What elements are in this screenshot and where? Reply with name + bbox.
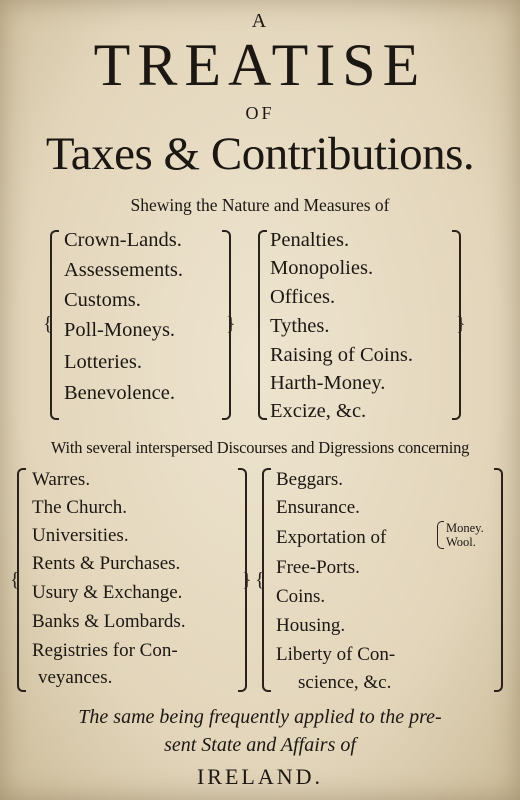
list-item: veyances.	[38, 667, 113, 688]
list-item: Tythes.	[270, 315, 330, 337]
list-item: Poll-Moneys.	[64, 319, 176, 341]
list-item: Banks & Lombards.	[32, 611, 186, 632]
list-item: Crown-Lands.	[64, 229, 182, 251]
brace-point: }	[226, 313, 236, 335]
brace-point: {	[10, 569, 20, 591]
list-item: Exportation of	[276, 527, 387, 548]
list-item: Liberty of Con-	[276, 644, 396, 665]
exportation-item: Money.	[446, 521, 484, 535]
right-brace	[494, 468, 503, 692]
footer-place: IRELAND.	[196, 764, 324, 789]
exportation-items	[446, 521, 484, 549]
list-item: Excize, &c.	[270, 400, 367, 422]
list-item: Assessements.	[64, 259, 184, 281]
list-item: Housing.	[276, 615, 346, 636]
brace-point: {	[43, 313, 53, 335]
list-item: Usury & Exchange.	[32, 582, 183, 603]
list-item: Offices.	[270, 286, 336, 308]
list-item: Customs.	[64, 289, 141, 311]
subtitle: Shewing the Nature and Measures of	[130, 195, 390, 215]
list-item: Benevolence.	[64, 382, 175, 404]
discourses-heading: With several interspersed Discourses and Digressions concerning	[50, 438, 470, 457]
title-of: OF	[245, 103, 275, 123]
list-item: Warres.	[32, 469, 91, 490]
list-item: Rents & Purchases.	[32, 553, 181, 574]
small-brace	[437, 521, 444, 549]
footer-line-2: sent State and Affairs of	[164, 734, 356, 756]
list-item: Registries for Con-	[32, 640, 178, 661]
list-item: Free-Ports.	[276, 557, 360, 578]
brace-point: {	[255, 569, 265, 591]
list-item: Beggars.	[276, 469, 344, 490]
list-item: Coins.	[276, 586, 326, 607]
list-item: Universities.	[32, 525, 129, 546]
title-main: TREATISE	[93, 32, 427, 98]
exportation-item: Wool.	[446, 535, 476, 549]
left-brace	[258, 230, 267, 420]
title-article: A	[251, 10, 269, 32]
list-item: science, &c.	[298, 672, 392, 693]
list-item: Monopolies.	[270, 257, 374, 279]
list-item: Ensurance.	[276, 497, 360, 518]
list-item: The Church.	[32, 497, 127, 518]
brace-point: }	[456, 313, 466, 335]
list-item: Penalties.	[270, 229, 350, 251]
title-subject: Taxes & Contributions.	[45, 128, 475, 180]
footer-line-1: The same being frequently applied to the pre-	[78, 706, 442, 728]
brace-point: }	[242, 569, 252, 591]
list-item: Lotteries.	[64, 351, 142, 373]
list-item: Raising of Coins.	[270, 344, 413, 366]
list-item: Harth-Money.	[270, 372, 386, 394]
